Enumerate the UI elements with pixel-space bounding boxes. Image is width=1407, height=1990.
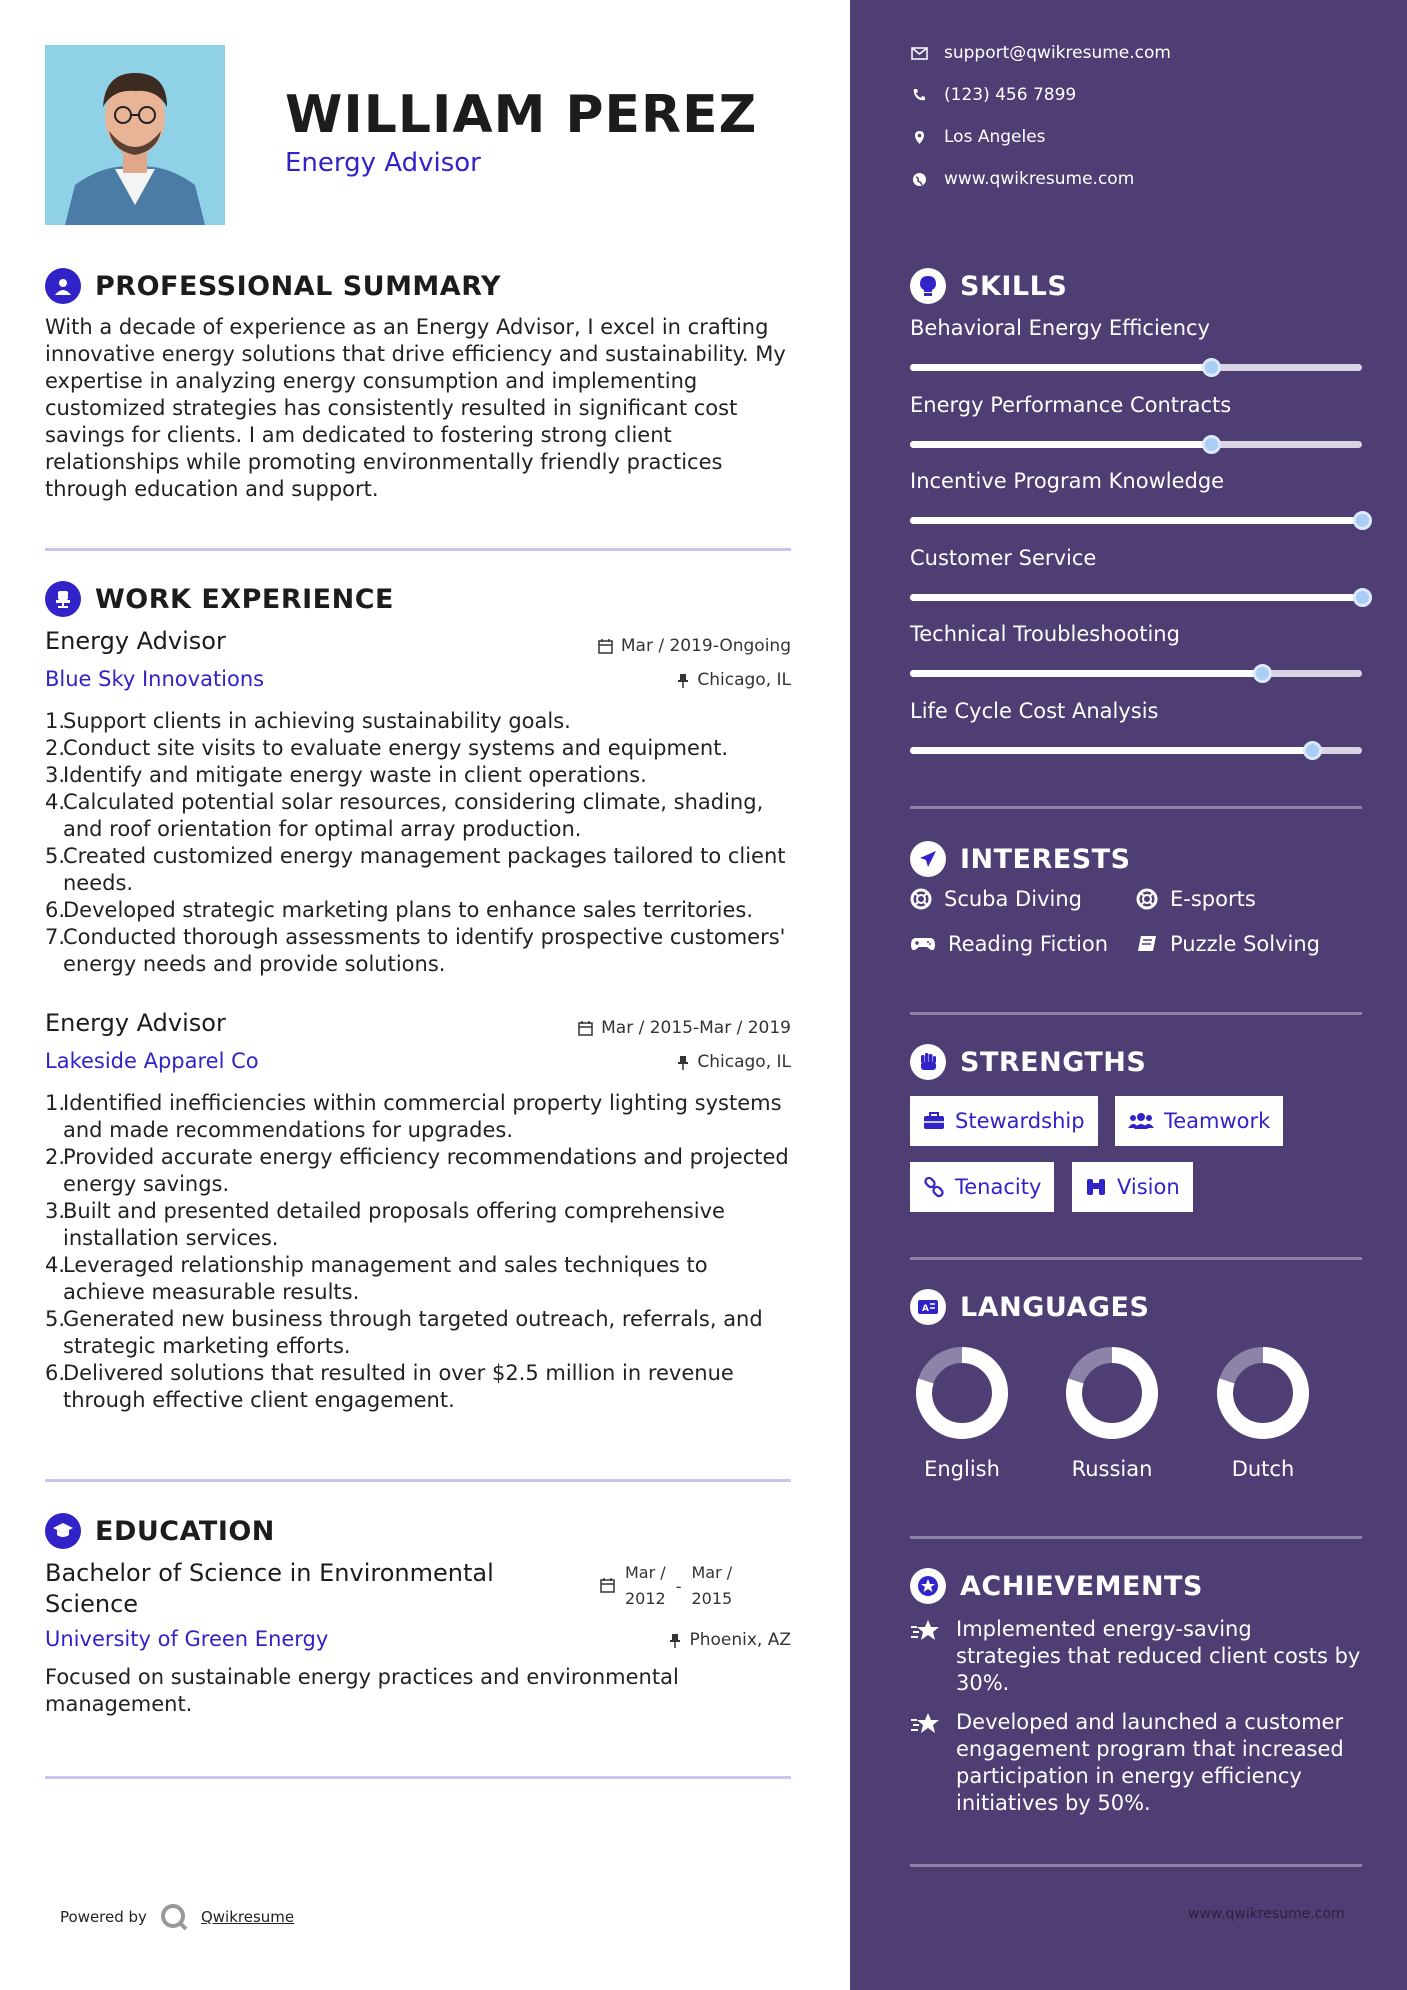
list-item: 1. Identified inefficiencies within commercial property lighting systems and made recommendations for upgrades.: [45, 1091, 782, 1142]
skill-level-fill: [910, 441, 1211, 448]
qwikresume-logo-icon: [159, 1902, 189, 1932]
education-description: Focused on sustainable energy practices and environmental management.: [45, 1665, 679, 1716]
job-dates: [598, 636, 791, 656]
language-ring: [1062, 1343, 1162, 1443]
education-dates: [600, 1560, 732, 1612]
list-item: 6. Delivered solutions that resulted in over $2.5 million in revenue through effective client engagement.: [45, 1361, 734, 1412]
skill-item: [910, 316, 1362, 371]
candidate-name: WILLIAM PEREZ: [285, 85, 758, 145]
interest-item: Puzzle Solving: [1136, 932, 1320, 956]
svg-text:A: A: [922, 1304, 929, 1314]
pin-icon: [677, 1055, 689, 1070]
skill-name: Life Cycle Cost Analysis: [910, 698, 1159, 723]
divider: [910, 1864, 1362, 1867]
location-text: Chicago, IL: [697, 1052, 791, 1072]
skill-level-fill: [910, 747, 1312, 754]
skill-level-knob: [1202, 358, 1221, 377]
phone-icon: [910, 88, 928, 102]
pin-icon: [677, 673, 689, 688]
sidebar: [850, 0, 1407, 1990]
skill-level-bar: [910, 670, 1362, 677]
graduation-cap-icon: [45, 1513, 81, 1549]
powered-by: [60, 1902, 294, 1932]
skill-name: Behavioral Energy Efficiency: [910, 316, 1210, 340]
section-title: STRENGTHS: [960, 1046, 1147, 1078]
contact-website[interactable]: [910, 169, 1134, 189]
list-item: 3. Built and presented detailed proposals offering comprehensive installation services.: [45, 1199, 725, 1250]
job-bullets: [45, 708, 795, 978]
company-name: Blue Sky Innovations: [45, 667, 265, 691]
users-icon: [1128, 1112, 1154, 1130]
list-item: 5. Created customized energy management packages tailored to client needs.: [45, 844, 786, 895]
list-item: 4. Leveraged relationship management and sales techniques to achieve measurable results.: [45, 1253, 708, 1304]
list-item: 2. Conduct site visits to evaluate energy systems and equipment.: [45, 736, 729, 760]
language-ring: [912, 1343, 1012, 1443]
divider: [45, 1479, 791, 1482]
summary-header: [45, 268, 501, 304]
link-icon: [923, 1176, 945, 1198]
powered-by-label: Powered by: [60, 1908, 147, 1926]
skill-name: Incentive Program Knowledge: [910, 469, 1225, 493]
section-title: ACHIEVEMENTS: [960, 1570, 1203, 1602]
location-text: Los Angeles: [944, 127, 1046, 147]
lifebuoy-icon: [1136, 888, 1158, 910]
book-icon: [1136, 934, 1158, 954]
interest-item: Scuba Diving: [910, 887, 1082, 911]
envelope-icon: [910, 47, 928, 60]
skill-name: Energy Performance Contracts: [910, 392, 1232, 417]
pin-icon: [669, 1633, 681, 1648]
skill-name: Technical Troubleshooting: [910, 622, 1180, 646]
languages-header: [910, 1289, 1149, 1325]
skill-level-bar: [910, 594, 1362, 601]
date-separator: -: [675, 1577, 682, 1596]
divider: [45, 548, 791, 551]
achievements-header: [910, 1568, 1203, 1604]
location-text: Phoenix, AZ: [689, 1630, 791, 1650]
skill-level-knob: [1303, 741, 1322, 760]
language-item: [1203, 1343, 1323, 1481]
divider: [910, 1536, 1362, 1539]
profile-photo: [45, 45, 225, 225]
skill-level-bar: [910, 747, 1362, 754]
skills-header: [910, 268, 1067, 304]
skill-level-fill: [910, 594, 1362, 601]
calendar-icon: [600, 1578, 615, 1593]
date-range: Mar / 2015-Mar / 2019: [601, 1018, 791, 1038]
list-item: 4. Calculated potential solar resources, considering climate, shading, and roof orientation for optimal array production.: [45, 790, 764, 841]
section-title: WORK EXPERIENCE: [95, 583, 394, 615]
shooting-star-icon: [910, 1709, 944, 1817]
job-location: [677, 670, 791, 690]
interests-header: [910, 841, 1131, 877]
contact-email[interactable]: [910, 43, 1171, 63]
language-item: [1052, 1343, 1172, 1481]
job-dates: [578, 1018, 791, 1038]
fist-icon: [910, 1044, 946, 1080]
skill-level-bar: [910, 441, 1362, 448]
job-bullets: [45, 1090, 795, 1414]
work-header: [45, 581, 394, 617]
phone-text: (123) 456 7899: [944, 85, 1077, 105]
strength-badge: Vision: [1072, 1162, 1193, 1212]
company-name: Lakeside Apparel Co: [45, 1049, 259, 1073]
section-title: LANGUAGES: [960, 1291, 1150, 1323]
skill-item: [910, 546, 1362, 601]
skill-level-fill: [910, 670, 1262, 677]
section-title: EDUCATION: [95, 1515, 275, 1547]
binoculars-icon: [1085, 1177, 1107, 1197]
skill-level-knob: [1202, 435, 1221, 454]
school-name: University of Green Energy: [45, 1627, 329, 1651]
divider: [910, 1257, 1362, 1260]
job-title: Energy Advisor: [45, 627, 226, 655]
skill-level-knob: [1253, 664, 1272, 683]
education-header: [45, 1513, 275, 1549]
strengths-header: [910, 1044, 1146, 1080]
interest-item: Reading Fiction: [910, 932, 1108, 956]
email-text: support@qwikresume.com: [944, 43, 1171, 63]
paper-plane-icon: [910, 841, 946, 877]
interest-item: E-sports: [1136, 887, 1256, 911]
skill-item: [910, 622, 1362, 677]
skill-level-bar: [910, 364, 1362, 371]
office-chair-icon: [45, 581, 81, 617]
list-item: 2. Provided accurate energy efficiency recommendations and projected energy savings.: [45, 1145, 789, 1196]
skill-item: [910, 393, 1362, 448]
lightbulb-icon: [910, 268, 946, 304]
lifebuoy-icon: [910, 888, 932, 910]
section-title: SKILLS: [960, 270, 1068, 302]
calendar-icon: [578, 1021, 593, 1036]
user-icon: [45, 268, 81, 304]
list-item: 3. Identify and mitigate energy waste in client operations.: [45, 763, 647, 787]
contact-location: [910, 127, 1046, 147]
contact-phone[interactable]: [910, 85, 1076, 105]
date-range: Mar / 2019-Ongoing: [620, 636, 791, 656]
divider: [910, 806, 1362, 809]
achievement-item: Implemented energy-saving strategies that reduced client costs by 30%.: [910, 1616, 1362, 1697]
calendar-icon: [598, 639, 613, 654]
language-ring: [1213, 1343, 1313, 1443]
website-text: www.qwikresume.com: [944, 169, 1135, 189]
globe-icon: [910, 172, 928, 187]
skill-name: Customer Service: [910, 545, 1097, 570]
job-title: Energy Advisor: [45, 1009, 226, 1037]
footer-url[interactable]: www.qwikresume.com: [1188, 1906, 1345, 1922]
strength-badge: Teamwork: [1115, 1096, 1283, 1146]
job-location: [677, 1052, 791, 1072]
skill-level-knob: [1353, 588, 1372, 607]
skill-item: [910, 469, 1362, 524]
map-marker-icon: [910, 130, 928, 145]
list-item: 5. Generated new business through targeted outreach, referrals, and strategic marketing efforts.: [45, 1307, 763, 1358]
list-item: 1. Support clients in achieving sustainability goals.: [45, 709, 571, 733]
brand-link[interactable]: Qwikresume: [200, 1908, 295, 1926]
star-badge-icon: [910, 1568, 946, 1604]
achievement-item: Developed and launched a customer engagement program that increased participation in energy efficiency initiatives by 50%.: [910, 1709, 1362, 1817]
gamepad-icon: [910, 935, 936, 953]
start-date: Mar / 2012: [625, 1563, 666, 1608]
skill-level-fill: [910, 517, 1362, 524]
skill-item: [910, 699, 1362, 754]
divider: [45, 1776, 791, 1779]
briefcase-icon: [923, 1112, 945, 1130]
list-item: 6. Developed strategic marketing plans to enhance sales territories.: [45, 898, 753, 922]
skill-level-knob: [1353, 511, 1372, 530]
education-location: [669, 1630, 791, 1650]
degree-title: Bachelor of Science in Environmental Science: [45, 1559, 494, 1618]
skill-level-bar: [910, 517, 1362, 524]
section-title: PROFESSIONAL SUMMARY: [95, 270, 502, 302]
end-date: Mar / 2015: [691, 1563, 733, 1608]
section-title: INTERESTS: [960, 843, 1131, 875]
language-name: English: [924, 1457, 1000, 1481]
language-item: [902, 1343, 1022, 1481]
candidate-title: Energy Advisor: [285, 148, 481, 178]
divider: [910, 1012, 1362, 1015]
language-name: Russian: [1071, 1457, 1153, 1481]
strength-badge: Tenacity: [910, 1162, 1054, 1212]
skill-level-fill: [910, 364, 1211, 371]
summary-text: With a decade of experience as an Energy Advisor, I excel in crafting innovative energy solutions that drive efficiency and sustainability. My expertise in analyzing energy consumption and implementing customized strategies has consistently resulted in significant cost savings for clients. I am dedicated to fostering strong client relationships while promoting environmentally friendly practices through education and support.: [45, 315, 786, 501]
language-icon: [910, 1289, 946, 1325]
strength-badge: Stewardship: [910, 1096, 1098, 1146]
shooting-star-icon: [910, 1616, 944, 1697]
language-name: Dutch: [1231, 1457, 1295, 1481]
list-item: 7. Conducted thorough assessments to identify prospective customers' energy needs and provide solutions.: [45, 925, 786, 976]
location-text: Chicago, IL: [697, 670, 791, 690]
